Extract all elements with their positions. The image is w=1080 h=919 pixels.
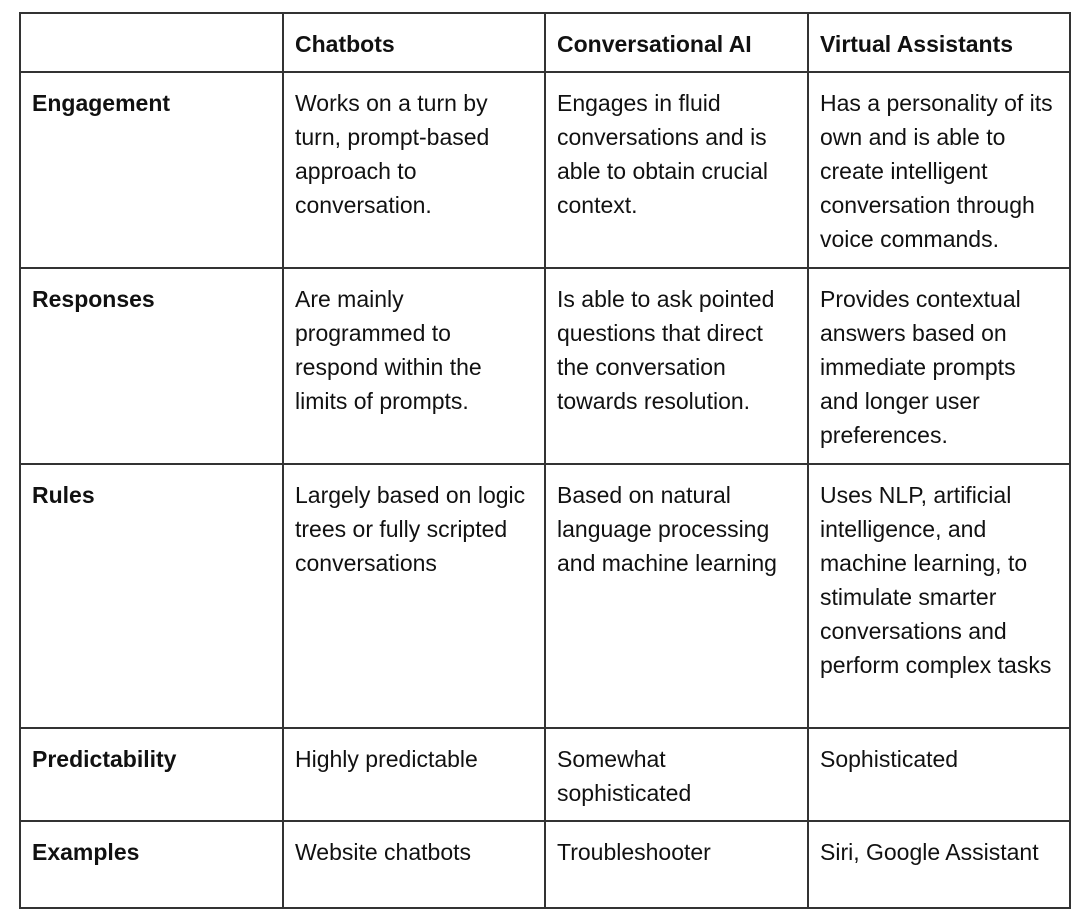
cell-responses-virtual-assistants: Provides contextual answers based on immediate prompts and longer user preferences. [808, 268, 1070, 464]
cell-engagement-conversational-ai: Engages in fluid conversations and is able to obtain crucial context. [545, 72, 808, 268]
table-row-responses [20, 268, 1070, 464]
cell-rules-chatbots: Largely based on logic trees or fully scripted conversations [283, 464, 545, 728]
row-label-examples: Examples [20, 821, 283, 908]
comparison-table-container [19, 12, 1069, 909]
table-row-rules [20, 464, 1070, 728]
header-cell-virtual-assistants: Virtual Assistants [808, 13, 1070, 72]
comparison-table [19, 12, 1071, 909]
row-label-predictability: Predictability [20, 728, 283, 821]
cell-examples-conversational-ai: Troubleshooter [545, 821, 808, 908]
cell-examples-virtual-assistants: Siri, Google Assistant [808, 821, 1070, 908]
cell-examples-chatbots: Website chatbots [283, 821, 545, 908]
header-cell-empty [20, 13, 283, 72]
cell-rules-conversational-ai: Based on natural language processing and machine learning [545, 464, 808, 728]
table-row-predictability [20, 728, 1070, 821]
cell-predictability-virtual-assistants: Sophisticated [808, 728, 1070, 821]
cell-predictability-chatbots: Highly predictable [283, 728, 545, 821]
row-label-rules: Rules [20, 464, 283, 728]
row-label-responses: Responses [20, 268, 283, 464]
cell-engagement-chatbots: Works on a turn by turn, prompt-based approach to conversation. [283, 72, 545, 268]
table-row-examples [20, 821, 1070, 908]
cell-rules-virtual-assistants: Uses NLP, artificial intelligence, and machine learning, to stimulate smarter conversations and perform complex tasks [808, 464, 1070, 728]
table-header-row [20, 13, 1070, 72]
cell-responses-chatbots: Are mainly programmed to respond within the limits of prompts. [283, 268, 545, 464]
cell-predictability-conversational-ai: Somewhat sophisticated [545, 728, 808, 821]
row-label-engagement: Engagement [20, 72, 283, 268]
header-cell-chatbots: Chatbots [283, 13, 545, 72]
header-cell-conversational-ai: Conversational AI [545, 13, 808, 72]
cell-responses-conversational-ai: Is able to ask pointed questions that direct the conversation towards resolution. [545, 268, 808, 464]
cell-engagement-virtual-assistants: Has a personality of its own and is able to create intelligent conversation through voice commands. [808, 72, 1070, 268]
table-row-engagement [20, 72, 1070, 268]
